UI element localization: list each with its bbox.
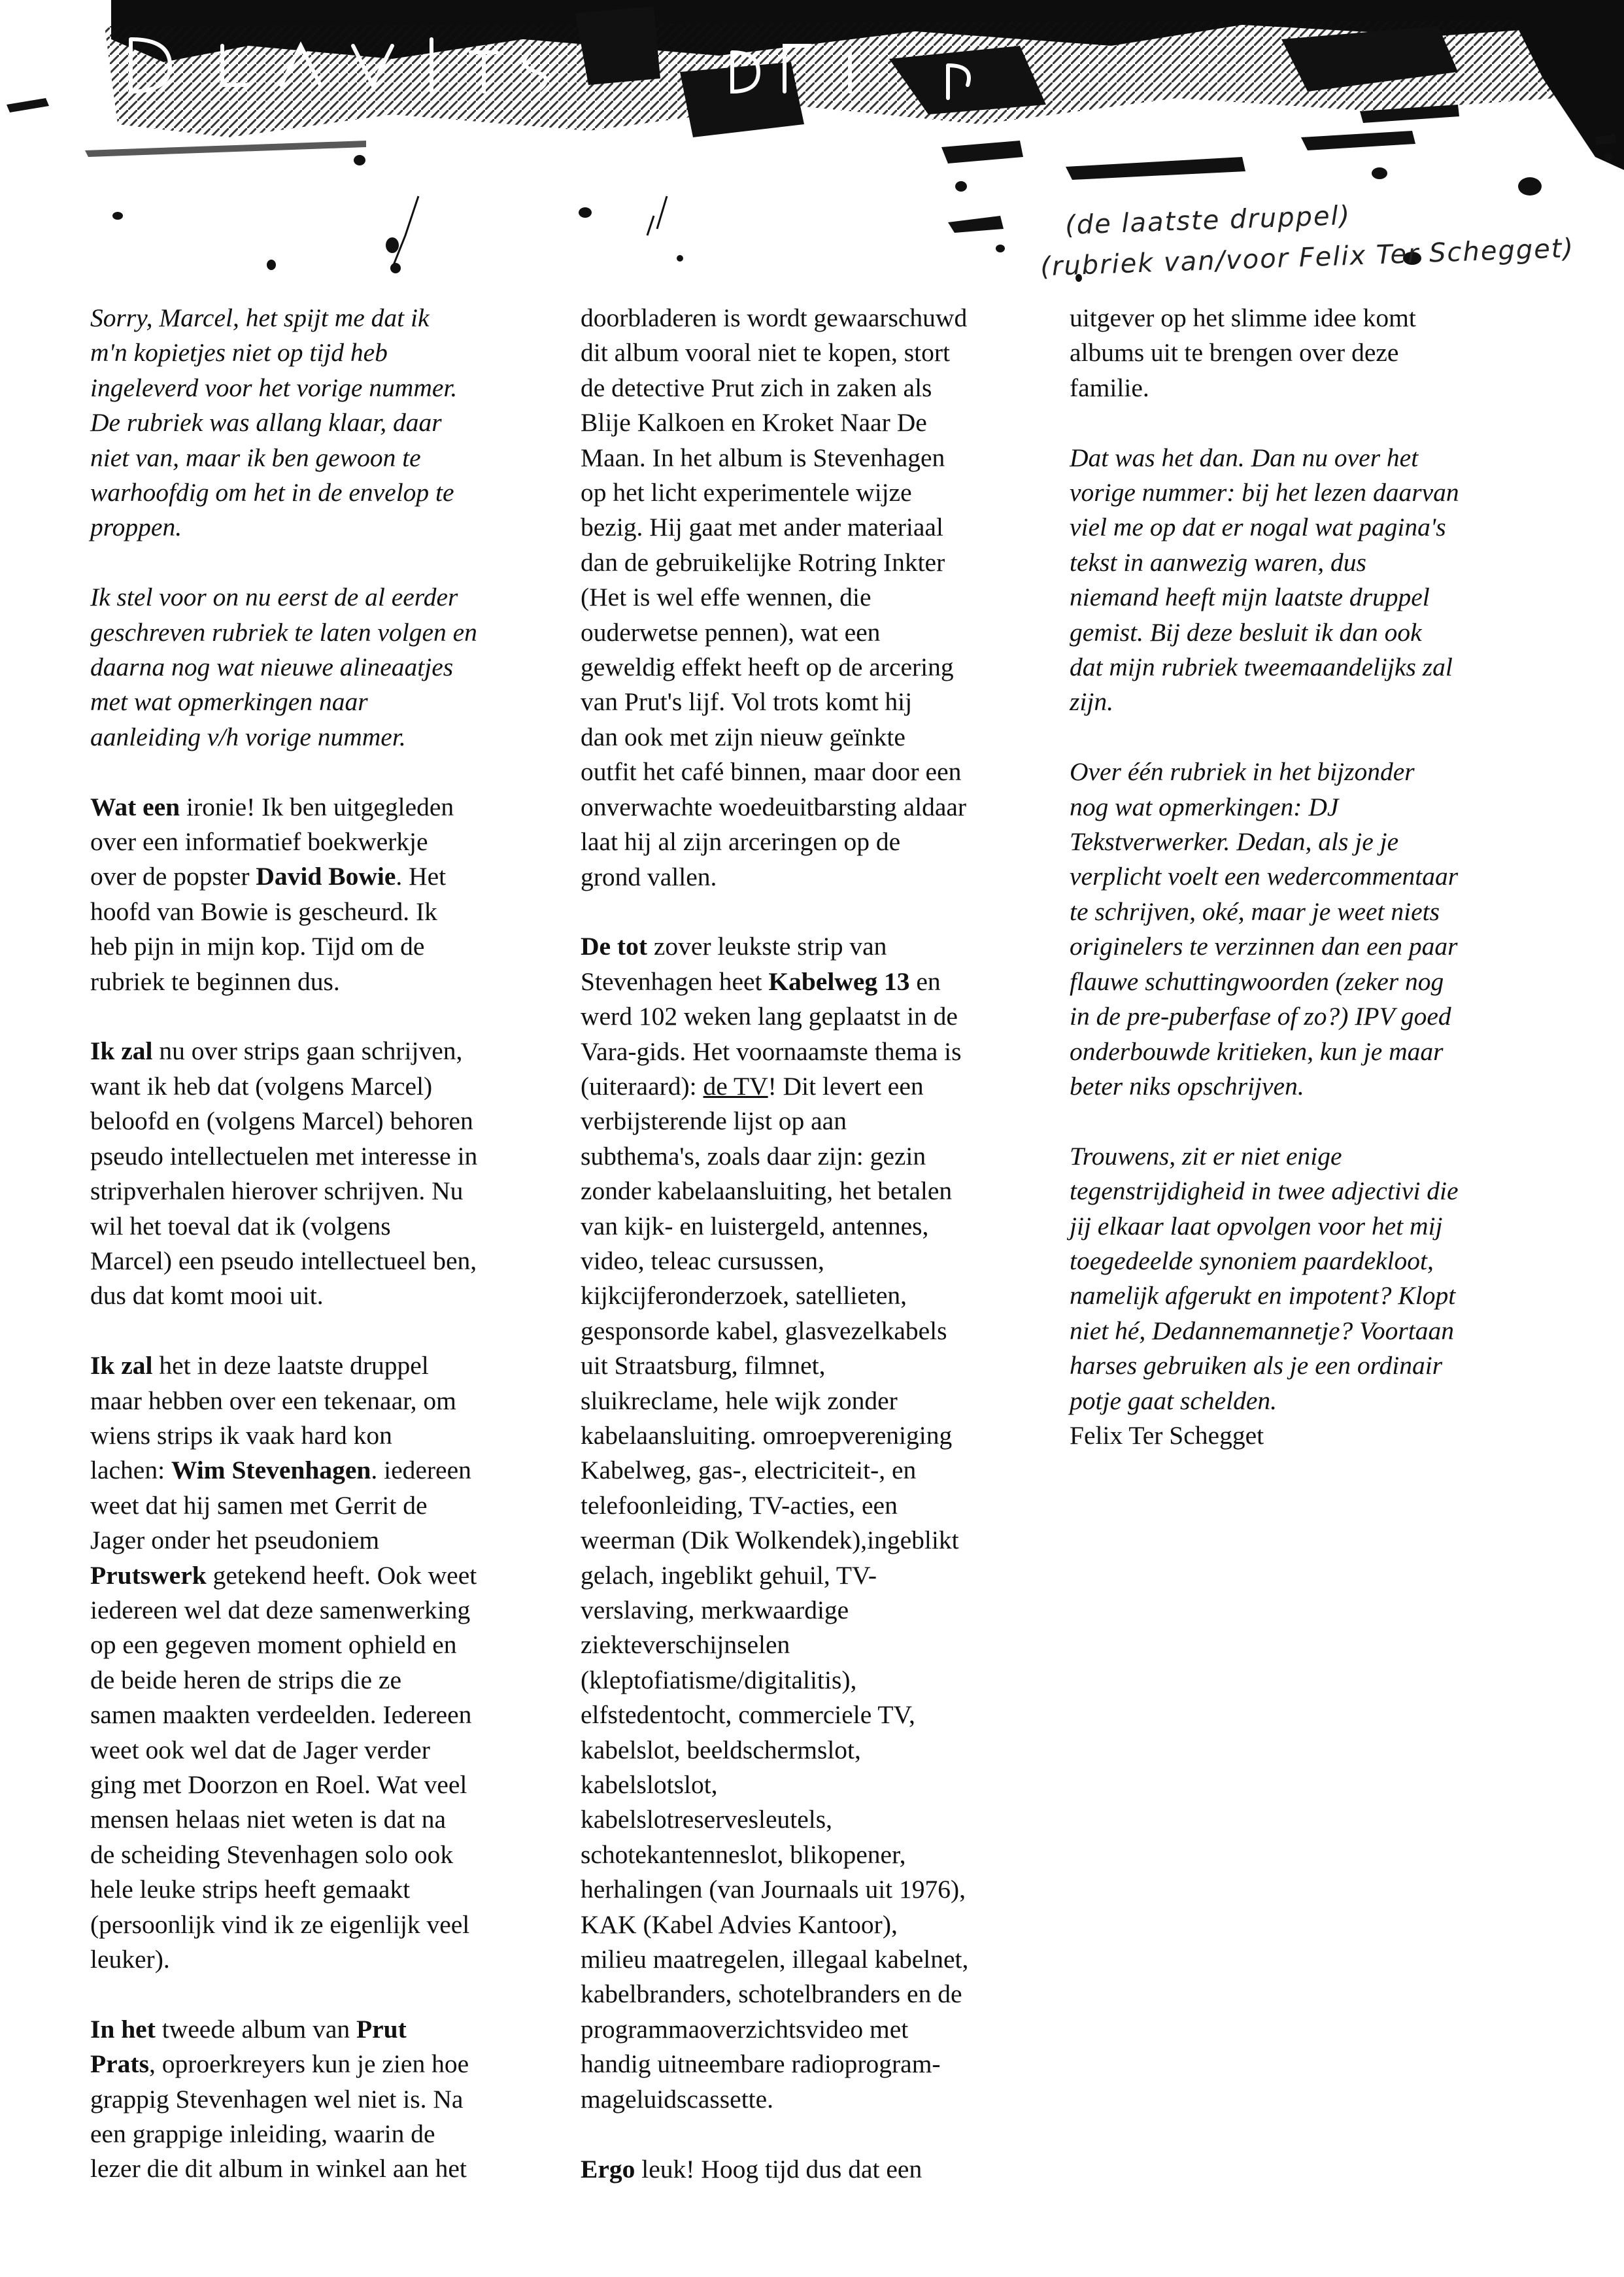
column-1 [90, 301, 548, 2187]
bold-name: Kabelweg 13 [768, 967, 910, 996]
bold-name: Prut Prats [90, 2014, 407, 2079]
subtitle-line-1: (de laatste druppel) [1064, 200, 1351, 241]
underlined-text: de TV [703, 1071, 768, 1101]
paragraph-strips: Ik zal nu over strips gaan schrijven, want ik heb dat (volgens Marcel) beloofd en (volgens Marcel) behoren pseudo intellectuelen met interesse in stripverhalen hierover schrijven. Nu wil het toeval dat ik (volgens Marcel) een pseudo intellectueel ben, dus dat komt mooi uit. [90, 1036, 478, 1310]
bold-name: David Bowie [256, 862, 396, 891]
lead-in: In het [90, 2014, 156, 2044]
paragraph-ergo: Ergo leuk! Hoog tijd dus dat een [581, 2154, 922, 2183]
paragraph-trouwens: Trouwens, zit er niet enige tegenstrijdigheid in twee adjectivi die jij elkaar laat opvolgen voor het mij toegedeelde synoniem paardekloot, namelijk afgerukt en impotent? Klopt niet hé, Dedannemannetje? Voortaan harses gebruiken als je een ordinair potje gaat schelden. [1070, 1141, 1459, 1415]
signature: Felix Ter Schegget [1070, 1420, 1264, 1450]
paragraph-kabelweg: De tot zover leukste strip van Stevenhagen heet Kabelweg 13 en werd 102 weken lang geplaatst in de Vara-gids. Het voornaamste thema is (uiteraard): de TV! Dit levert een verbijsterende lijst op aan subthema's, zoals daar zijn: gezin zonder kabelaansluiting, het betalen van kijk- en luistergeld, antennes, video, teleac cursussen, kijkcijferonderzoek, satellieten, gesponsorde kabel, glasvezelkabels uit Straatsburg, filmnet, sluikreclame, hele wijk zonder kabelaansluiting. omroepvereniging Kabelweg, gas-, electriciteit-, en telefoonleiding, TV-acties, een weerman (Dik Wolkendek),ingeblikt gelach, ingeblikt gehuil, TV- verslaving, merkwaardige ziekteverschijnselen (kleptofiatisme/digitalitis), elfstedentocht, commerciele TV, kabelslot, beeldschermslot, kabelslotslot, kabelslotreservesleutels, schotekantenneslot, blikopener, herhalingen (van Journaals uit 1976), KAK (Kabel Advies Kantoor), milieu maatregelen, illegaal kabelnet, kabelbranders, schotelbranders en de programmaoverzichtsvideo met handig uitneembare radioprogram- mageluidscassette. [581, 932, 969, 2114]
lead-in: Ik zal [90, 1036, 153, 1066]
paragraph-bowie: Wat een ironie! Ik ben uitgegleden over een informatief boekwerkje over de popster David Bowie. Het hoofd van Bowie is gescheurd. Ik heb pijn in mijn kop. Tijd om de rubriek te beginnen dus. [90, 792, 454, 996]
paragraph-previous-issue: Dat was het dan. Dan nu over het vorige nummer: bij het lezen daarvan viel me op dat er nogal wat pagina's tekst in aanwezig waren, dus niemand heeft mijn laatste druppel gemist. Bij deze besluit ik dan ook dat mijn rubriek tweemaandelijks zal zijn. [1070, 443, 1459, 717]
paragraph-dj-tekstverwerker: Over één rubriek in het bijzonder nog wat opmerkingen: DJ Tekstverwerker. Dedan, als je je verplicht voelt een wedercommentaar te schrijven, oké, maar je weet niets originelers te verzinnen dan een paar flauwe schuttingwoorden (zeker nog in de pre-puberfase of zo?) IPV goed onderbouwde kritieken, kun je maar beter niks opschrijven. [1070, 757, 1459, 1101]
paragraph-stevenhagen: Ik zal het in deze laatste druppel maar hebben over een tekenaar, om wiens strips ik vaak hard kon lachen: Wim Stevenhagen. iedereen weet dat hij samen met Gerrit de Jager onder het pseudoniem Prutswerk getekend heeft. Ook weet iedereen wel dat deze samenwerking op een gegeven moment ophield en de beide heren de strips die ze samen maakten verdeelden. Iedereen weet ook wel dat de Jager verder ging met Doorzon en Roel. Wat veel mensen helaas niet weten is dat na de scheiding Stevenhagen solo ook hele leuke strips heeft gemaakt (persoonlijk vind ik ze eigenlijk veel leuker). [90, 1351, 477, 1974]
column-3 [1070, 301, 1540, 1453]
subtitle-line-2: (rubriek van/voor Felix Ter Schegget) [1040, 233, 1575, 282]
bold-name: Wim Stevenhagen [171, 1456, 371, 1485]
lead-in: Wat een [90, 792, 180, 821]
paragraph-apology: Sorry, Marcel, het spijt me dat ik m'n kopietjes niet op tijd heb ingeleverd voor het vorige nummer. De rubriek was allang klaar, daar niet van, maar ik ben gewoon te warhoofdig om het in de envelop te proppen. [90, 303, 458, 542]
column-2 [581, 301, 1038, 2187]
paragraph-album: doorbladeren is wordt gewaarschuwd dit album vooral niet te kopen, stort de detective Prut zich in zaken als Blije Kalkoen en Kroket Naar De Maan. In het album is Stevenhagen op het licht experimentele wijze bezig. Hij gaat met ander materiaal dan de gebruikelijke Rotring Inkter (Het is wel effe wennen, die ouderwetse pennen), wat een geweldig effekt heeft op de arcering van Prut's lijf. Vol trots komt hij dan ook met zijn nieuw geïnkte outfit het café binnen, maar door een onverwachte woedeuitbarsting aldaar laat hij al zijn arceringen op de grond vallen. [581, 303, 968, 891]
paragraph-publisher: uitgever op het slimme idee komt albums uit te brengen over deze familie. [1070, 303, 1416, 402]
paragraph-intro: Ik stel voor on nu eerst de al eerder geschreven rubriek te laten volgen en daarna nog wat nieuwe alineaatjes met wat opmerkingen naar aanleiding v/h vorige nummer. [90, 583, 477, 751]
lead-in: De tot [581, 932, 647, 961]
bold-name: Prutswerk [90, 1560, 207, 1590]
paragraph-prut-prats: In het tweede album van Prut Prats, oproerkreyers kun je zien hoe grappig Stevenhagen wel niet is. Na een grappige inleiding, waarin de lezer die dit album in winkel aan het [90, 2014, 469, 2183]
lead-in: Ergo [581, 2154, 635, 2183]
lead-in: Ik zal [90, 1351, 153, 1380]
